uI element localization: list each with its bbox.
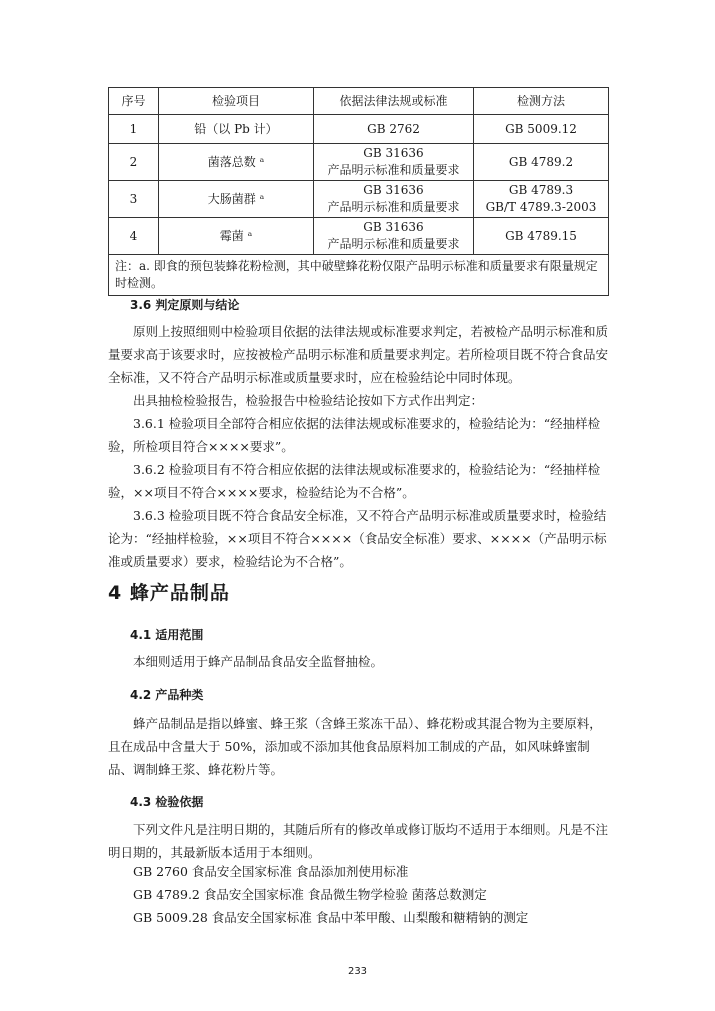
- cell-basis: GB 2762: [314, 115, 474, 144]
- paragraph-3-6-2: 3.6.2 检验项目有不符合相应依据的法律法规或标准要求的，检验结论为：“经抽样检验，××项目不符合××××要求，检验结论为不合格”。: [108, 462, 601, 500]
- cell-item: 铅（以 Pb 计）: [159, 115, 314, 144]
- paragraph-3-6-1: 3.6.1 检验项目全部符合相应依据的法律法规或标准要求的，检验结论为：“经抽样检验，所检项目符合××××要求”。: [108, 416, 601, 454]
- paragraph-references-intro: 下列文件凡是注明日期的，其随后所有的修改单或修订版均不适用于本细则。凡是不注明日期的，其最新版本适用于本细则。: [108, 822, 609, 860]
- table-row: [109, 218, 609, 255]
- cell-method: GB 4789.15: [474, 218, 609, 255]
- chapter-4-heading: 4 蜂产品制品: [108, 582, 230, 604]
- section-4-3-heading: 4.3 检验依据: [130, 795, 204, 809]
- section-4-1-heading: 4.1 适用范围: [130, 628, 204, 642]
- cell-method: GB 5009.12: [474, 115, 609, 144]
- table-row: [109, 115, 609, 144]
- cell-basis: GB 31636 产品明示标准和质量要求: [314, 218, 474, 255]
- section-3-6-heading: 3.6 判定原则与结论: [130, 298, 240, 312]
- page-number: 233: [347, 966, 368, 977]
- cell-no: 4: [109, 218, 159, 255]
- cell-item: 大肠菌群 ᵃ: [159, 181, 314, 218]
- cell-no: 1: [109, 115, 159, 144]
- cell-no: 3: [109, 181, 159, 218]
- reference-item: GB 4789.2 食品安全国家标准 食品微生物学检验 菌落总数测定: [133, 887, 487, 902]
- header-method: 检测方法: [474, 88, 609, 115]
- header-basis: 依据法律法规或标准: [314, 88, 474, 115]
- inspection-items-table: [108, 87, 609, 296]
- header-item: 检验项目: [159, 88, 314, 115]
- paragraph-judgement-principle: 原则上按照细则中检验项目依据的法律法规或标准要求判定，若被检产品明示标准和质量要求高于该要求时，应按被检产品明示标准和质量要求判定。若所检项目既不符合食品安全标准，又不符合产品明示标准或质量要求时，应在检验结论中同时体现。: [108, 324, 609, 385]
- cell-no: 2: [109, 144, 159, 181]
- cell-basis: GB 31636 产品明示标准和质量要求: [314, 181, 474, 218]
- cell-basis: GB 31636 产品明示标准和质量要求: [314, 144, 474, 181]
- table-row: [109, 181, 609, 218]
- reference-item: GB 5009.28 食品安全国家标准 食品中苯甲酸、山梨酸和糖精钠的测定: [133, 910, 529, 925]
- paragraph-3-6-3: 3.6.3 检验项目既不符合食品安全标准，又不符合产品明示标准或质量要求时，检验结论为：“经抽样检验，××项目不符合××××（食品安全标准）要求、××××（产品明示标准或质量要求）要求，检验结论为不合格”。: [108, 508, 607, 569]
- table-row: [109, 144, 609, 181]
- table-note-row: [109, 255, 609, 296]
- cell-method: GB 4789.3 GB/T 4789.3-2003: [474, 181, 609, 218]
- reference-item: GB 2760 食品安全国家标准 食品添加剂使用标准: [133, 864, 409, 879]
- cell-method: GB 4789.2: [474, 144, 609, 181]
- header-no: 序号: [109, 88, 159, 115]
- cell-item: 霉菌 ᵃ: [159, 218, 314, 255]
- cell-item: 菌落总数 ᵃ: [159, 144, 314, 181]
- section-4-2-heading: 4.2 产品种类: [130, 688, 204, 702]
- paragraph-scope: 本细则适用于蜂产品制品食品安全监督抽检。: [133, 654, 384, 669]
- paragraph-product-types: 蜂产品制品是指以蜂蜜、蜂王浆（含蜂王浆冻干品）、蜂花粉或其混合物为主要原料，且在成品中含量大于 50%，添加或不添加其他食品原料加工制成的产品，如风味蜂蜜制品、调制蜂王浆、蜂花粉片等。: [108, 716, 602, 777]
- table-header-row: [109, 88, 609, 115]
- paragraph-report-conclusion: 出具抽检检验报告，检验报告中检验结论按如下方式作出判定：: [133, 393, 484, 408]
- table-footnote: 注：a. 即食的预包装蜂花粉检测，其中破壁蜂花粉仅限产品明示标准和质量要求有限量规定时检测。: [109, 255, 609, 296]
